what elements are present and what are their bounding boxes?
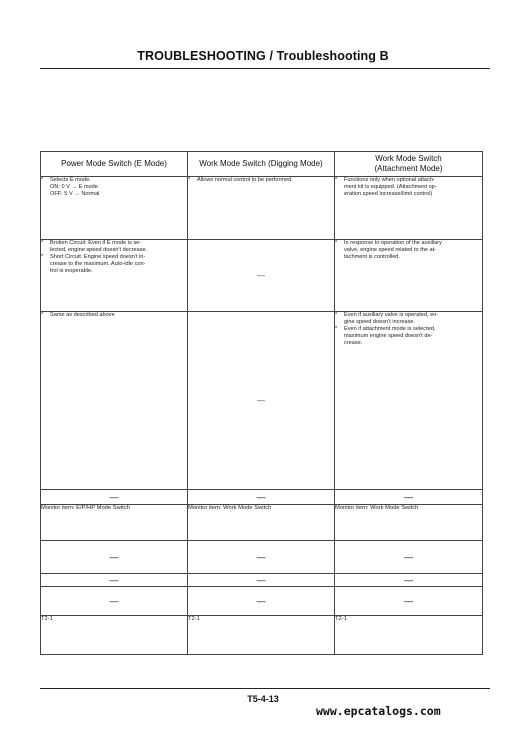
continuation-line xyxy=(41,191,187,198)
bullet-marker: * xyxy=(335,177,338,183)
line-text: Selects E mode. xyxy=(50,177,91,183)
line-text: gine speed doesn't increase. xyxy=(344,319,416,325)
line-text: maximum engine speed doesn't de- xyxy=(344,333,433,339)
dash-cell: — xyxy=(335,490,483,505)
line-text: Allows normal control to be performed. xyxy=(197,177,293,183)
line-text: Functions only when optional attach- xyxy=(344,177,435,183)
symptom-cell: — xyxy=(188,312,335,490)
bullet-marker: * xyxy=(335,326,338,332)
line-text: eration speed increase/limit control) xyxy=(344,191,433,197)
function-cell xyxy=(335,177,483,240)
line-text: Short Circuit: Engine speed doesn't in- xyxy=(50,254,146,260)
continuation-line xyxy=(41,268,187,275)
function-cell xyxy=(41,177,191,240)
failure-row xyxy=(41,240,483,312)
dash-cell: — xyxy=(41,541,188,574)
header-rule xyxy=(40,68,490,69)
dash-cell: — xyxy=(335,541,483,574)
page-title: TROUBLESHOOTING / Troubleshooting B xyxy=(137,49,389,63)
footer-rule xyxy=(40,688,490,689)
line-text: tachment is controlled. xyxy=(344,254,400,260)
continuation-line xyxy=(41,184,187,191)
bullet-line xyxy=(335,177,482,184)
bullet-marker: * xyxy=(335,312,338,318)
function-cell xyxy=(188,177,338,240)
line-text: ON: 0 V → E mode xyxy=(50,184,98,190)
continuation-line xyxy=(335,254,482,261)
page-number: T5-4-13 xyxy=(247,694,279,704)
symptom-cell xyxy=(335,312,483,490)
line-text: Even if auxiliary valve is operated, en- xyxy=(344,312,439,318)
line-text: Even if attachment mode is selected, xyxy=(344,326,436,332)
continuation-line xyxy=(335,247,482,254)
bullet-marker: * xyxy=(41,240,44,246)
bullet-line xyxy=(41,240,187,247)
symptom-row xyxy=(41,312,483,490)
bullet-line xyxy=(335,312,482,319)
col-header-work-mode-digging xyxy=(188,152,335,177)
bullet-line xyxy=(41,312,187,319)
troubleshooting-table xyxy=(40,151,483,655)
bullet-marker: * xyxy=(335,240,338,246)
dash-cell: — xyxy=(188,541,335,574)
bullet-marker: * xyxy=(188,177,191,183)
bullet-marker: * xyxy=(41,254,44,260)
monitor-item-cell: Monitor item: E/P/HP Mode Switch xyxy=(41,505,188,541)
line-text: Same as described above xyxy=(50,312,115,318)
dash-cell: — xyxy=(335,574,483,587)
line-text: In response to operation of the auxiliary xyxy=(344,240,442,246)
continuation-line xyxy=(335,319,482,326)
failure-cell: — xyxy=(188,240,335,312)
dash-row-1 xyxy=(41,490,483,505)
header-line: Work Mode Switch (Digging Mode) xyxy=(199,159,323,168)
dash-cell: — xyxy=(188,587,335,616)
monitor-row xyxy=(41,505,483,541)
dash-cell: — xyxy=(41,490,188,505)
bullet-line xyxy=(188,177,334,184)
bullet-line xyxy=(41,254,187,261)
bullet-marker: * xyxy=(41,312,44,318)
header-line: Work Mode Switch xyxy=(375,154,442,163)
continuation-line xyxy=(335,340,482,347)
dash-cell: — xyxy=(188,490,335,505)
reference-row xyxy=(41,616,483,655)
failure-cell xyxy=(41,240,188,312)
dash-cell: — xyxy=(188,574,335,587)
monitor-item-cell: Monitor item: Work Mode Switch xyxy=(188,505,335,541)
header-row xyxy=(41,152,483,177)
reference-cell: T2-1 xyxy=(335,616,483,655)
line-text: OFF: 5 V → Normal xyxy=(50,191,100,197)
continuation-line xyxy=(335,184,482,191)
function-row xyxy=(41,177,483,240)
continuation-line xyxy=(41,247,187,254)
line-text: valve, engine speed related to the at- xyxy=(344,247,437,253)
header-line: Power Mode Switch (E Mode) xyxy=(61,159,167,168)
line-text: trol is inoperable. xyxy=(50,268,93,274)
failure-cell xyxy=(335,240,483,312)
monitor-item-cell: Monitor item: Work Mode Switch xyxy=(335,505,483,541)
line-text: lected, engine speed doesn't decrease. xyxy=(50,247,148,253)
dash-cell: — xyxy=(41,574,188,587)
line-text: crease. xyxy=(344,340,363,346)
col-header-power-mode xyxy=(41,152,188,177)
continuation-line xyxy=(335,333,482,340)
line-text: Broken Circuit: Even if E mode is se- xyxy=(50,240,142,246)
bullet-marker: * xyxy=(41,177,44,183)
dash-row-3 xyxy=(41,574,483,587)
continuation-line xyxy=(335,191,482,198)
line-text: ment kit is equipped. (Attachment op- xyxy=(344,184,437,190)
bullet-line xyxy=(335,326,482,333)
reference-cell: T2-1 xyxy=(41,616,188,655)
line-text: crease to the maximum. Auto-idle con- xyxy=(50,261,146,267)
col-header-work-mode-attachment xyxy=(335,152,483,177)
reference-cell: T2-1 xyxy=(188,616,335,655)
dash-cell: — xyxy=(335,587,483,616)
bullet-line xyxy=(41,177,187,184)
symptom-cell xyxy=(41,312,188,490)
watermark-url: www.epcatalogs.com xyxy=(316,704,441,718)
dash-row-4 xyxy=(41,587,483,616)
dash-cell: — xyxy=(41,587,188,616)
header-line: (Attachment Mode) xyxy=(374,164,443,173)
dash-row-2 xyxy=(41,541,483,574)
bullet-line xyxy=(335,240,482,247)
continuation-line xyxy=(41,261,187,268)
